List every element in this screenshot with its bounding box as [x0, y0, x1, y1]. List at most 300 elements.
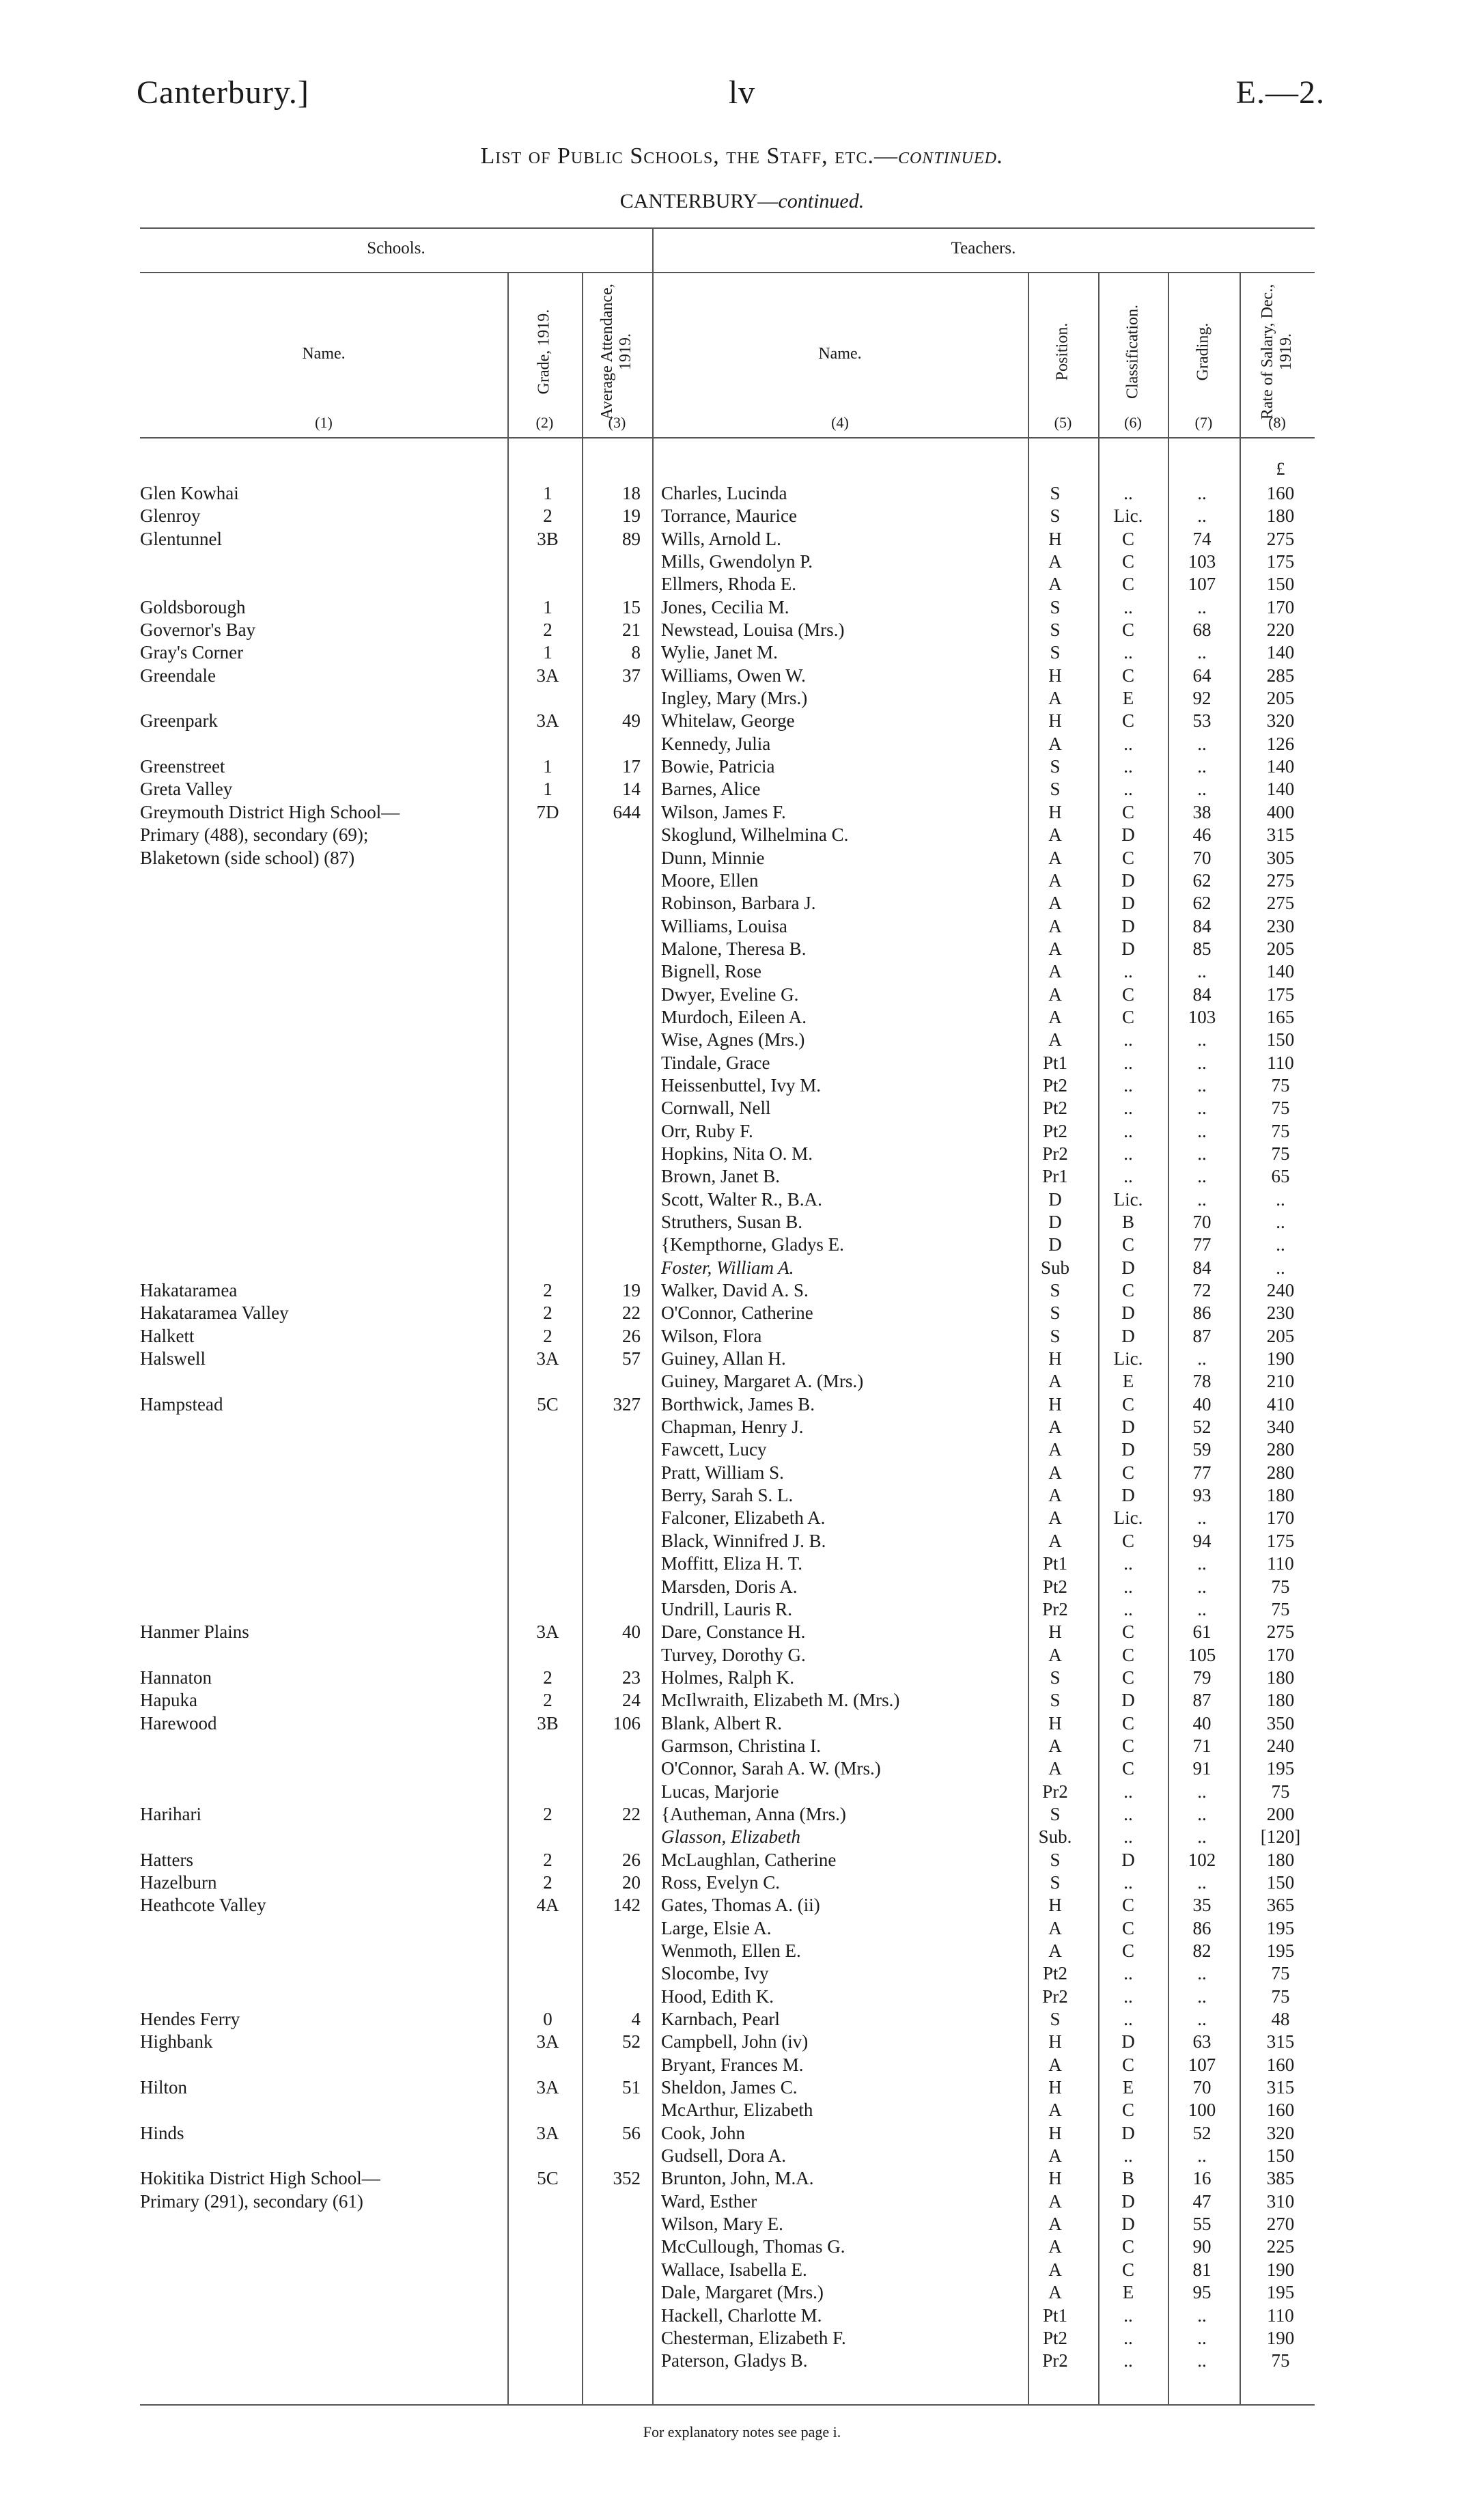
table-row: [0, 1757, 1484, 1780]
table-row: [0, 1348, 1484, 1370]
teacher-position: D: [1048, 1188, 1062, 1210]
teacher-classification: ..: [1123, 1598, 1133, 1619]
salary-rate: 140: [1266, 642, 1295, 663]
teacher-classification: C: [1121, 551, 1134, 572]
teacher-name: Large, Elsie A.: [661, 1917, 772, 1938]
teacher-position: S: [1050, 2009, 1061, 2030]
header-rule-mid: [140, 272, 1315, 273]
school-name: Greymouth District High School—: [140, 801, 400, 822]
teacher-classification: ..: [1123, 596, 1133, 617]
average-attendance: 22: [622, 1803, 641, 1824]
average-attendance: 106: [613, 1712, 641, 1733]
teacher-position: S: [1050, 756, 1061, 777]
teacher-name: Glasson, Elizabeth: [661, 1826, 801, 1848]
teacher-position: A: [1048, 893, 1062, 914]
teacher-name: Jones, Cecilia M.: [661, 596, 789, 617]
teacher-position: Sub.: [1038, 1826, 1072, 1848]
table-row: [0, 528, 1484, 551]
table-row: [0, 960, 1484, 983]
teacher-name: Bryant, Frances M.: [661, 2054, 804, 2075]
teacher-grading: 79: [1192, 1667, 1212, 1688]
teacher-name: Tindale, Grace: [661, 1052, 770, 1073]
teacher-grading: 92: [1192, 688, 1212, 709]
salary-rate: 110: [1267, 1052, 1294, 1073]
school-name: Harihari: [140, 1803, 201, 1824]
teacher-grading: ..: [1197, 1120, 1207, 1141]
teacher-position: Pt2: [1042, 1120, 1068, 1141]
teacher-name: Mills, Gwendolyn P.: [661, 551, 813, 572]
subtitle-suffix: continued.: [778, 190, 865, 212]
school-grade: 5C: [537, 2168, 559, 2189]
average-attendance: 20: [622, 1871, 641, 1893]
average-attendance: 24: [622, 1690, 641, 1711]
average-attendance: 4: [631, 2009, 641, 2030]
teacher-position: A: [1048, 984, 1062, 1005]
school-grade: 2: [543, 1325, 552, 1346]
teacher-grading: 103: [1188, 551, 1216, 572]
salary-rate: 75: [1271, 2350, 1290, 2371]
teacher-position: A: [1048, 2145, 1062, 2167]
salary-rate: 205: [1266, 688, 1295, 709]
teacher-grading: 70: [1192, 847, 1212, 868]
table-row: [0, 1552, 1484, 1575]
teacher-classification: E: [1122, 688, 1134, 709]
teacher-name: Robinson, Barbara J.: [661, 893, 816, 914]
teacher-classification: D: [1121, 893, 1135, 914]
teacher-classification: ..: [1123, 1803, 1133, 1824]
salary-rate: 180: [1266, 1485, 1295, 1506]
currency-symbol: £: [1276, 459, 1285, 479]
teacher-name: Cook, John: [661, 2122, 746, 2143]
table-row: [0, 1234, 1484, 1256]
table-row: [0, 801, 1484, 824]
teacher-name: Walker, David A. S.: [661, 1280, 809, 1301]
teacher-position: A: [1048, 961, 1062, 982]
teacher-name: Bignell, Rose: [661, 961, 761, 982]
teacher-classification: D: [1121, 2122, 1135, 2143]
teacher-classification: ..: [1123, 2327, 1133, 2348]
teacher-classification: ..: [1123, 1166, 1133, 1187]
teacher-name: Moore, Ellen: [661, 869, 759, 891]
teacher-name: Dale, Margaret (Mrs.): [661, 2282, 824, 2303]
teacher-name: Heissenbuttel, Ivy M.: [661, 1074, 821, 1096]
teacher-grading: 82: [1192, 1940, 1212, 1961]
teacher-name: Turvey, Dorothy G.: [661, 1644, 806, 1665]
teacher-grading: 55: [1192, 2214, 1212, 2235]
salary-rate: 190: [1266, 2327, 1295, 2348]
salary-rate: 305: [1266, 847, 1295, 868]
teacher-grading: ..: [1197, 2009, 1207, 2030]
teacher-grading: ..: [1197, 756, 1207, 777]
average-attendance: 37: [622, 665, 641, 686]
teacher-name: Garmson, Christina I.: [661, 1735, 821, 1756]
school-name: Halkett: [140, 1325, 195, 1346]
school-grade: 1: [543, 756, 552, 777]
table-row: [0, 1325, 1484, 1348]
teacher-grading: ..: [1197, 1598, 1207, 1619]
teacher-name: Berry, Sarah S. L.: [661, 1485, 794, 1506]
teacher-classification: C: [1121, 1917, 1134, 1938]
teacher-classification: C: [1121, 665, 1134, 686]
salary-rate: 75: [1271, 1598, 1290, 1619]
teacher-position: A: [1048, 1735, 1062, 1756]
column-heading-grade: Grade, 1919.: [535, 309, 553, 395]
table-row: [0, 1735, 1484, 1757]
salary-rate: 195: [1266, 1917, 1295, 1938]
teacher-grading: ..: [1197, 1553, 1207, 1574]
teacher-classification: ..: [1123, 1871, 1133, 1893]
teacher-classification: ..: [1123, 1826, 1133, 1848]
salary-rate: 310: [1266, 2190, 1295, 2212]
teacher-position: A: [1048, 1917, 1062, 1938]
teacher-grading: 86: [1192, 1303, 1212, 1324]
school-name: Glentunnel: [140, 528, 222, 549]
teacher-position: Pr1: [1042, 1166, 1068, 1187]
teacher-classification: D: [1121, 915, 1135, 936]
teacher-position: S: [1050, 596, 1061, 617]
teacher-grading: ..: [1197, 1348, 1207, 1369]
table-row: [0, 1143, 1484, 1165]
teacher-classification: ..: [1123, 733, 1133, 754]
salary-rate: 275: [1266, 1621, 1295, 1643]
teacher-grading: 78: [1192, 1371, 1212, 1392]
teacher-classification: C: [1121, 1735, 1134, 1756]
average-attendance: 52: [622, 2031, 641, 2052]
teacher-position: S: [1050, 642, 1061, 663]
running-header-left: Canterbury.]: [137, 74, 309, 111]
school-name: Hannaton: [140, 1667, 212, 1688]
teacher-position: A: [1048, 869, 1062, 891]
teacher-classification: ..: [1123, 756, 1133, 777]
teacher-position: A: [1048, 2054, 1062, 2075]
teacher-name: Slocombe, Ivy: [661, 1963, 769, 1984]
teacher-position: Pt2: [1042, 1074, 1068, 1096]
column-number: (3): [608, 414, 626, 431]
teacher-name: Murdoch, Eileen A.: [661, 1006, 807, 1027]
teacher-classification: C: [1121, 1621, 1134, 1643]
teacher-name: Newstead, Louisa (Mrs.): [661, 619, 845, 641]
teacher-grading: 86: [1192, 1917, 1212, 1938]
teacher-classification: C: [1121, 1644, 1134, 1665]
teacher-name: Wylie, Janet M.: [661, 642, 778, 663]
teacher-position: A: [1048, 2214, 1062, 2235]
teacher-grading: 62: [1192, 893, 1212, 914]
teacher-name: McLaughlan, Catherine: [661, 1849, 837, 1870]
teacher-name: Guiney, Margaret A. (Mrs.): [661, 1371, 864, 1392]
school-name: Greta Valley: [140, 779, 233, 800]
school-grade: 2: [543, 1803, 552, 1824]
table-row: [0, 573, 1484, 596]
section-subtitle: [0, 190, 1484, 213]
average-attendance: 21: [622, 619, 641, 641]
school-name: Hinds: [140, 2122, 184, 2143]
teacher-name: {Kempthorne, Gladys E.: [661, 1234, 844, 1255]
school-name: Primary (488), secondary (69);: [140, 824, 369, 846]
table-row: [0, 2327, 1484, 2350]
teacher-name: Skoglund, Wilhelmina C.: [661, 824, 849, 846]
salary-rate: 160: [1266, 2054, 1295, 2075]
teacher-name: Guiney, Allan H.: [661, 1348, 786, 1369]
table-row: [0, 1029, 1484, 1051]
column-number: (1): [315, 414, 333, 431]
teacher-name: Foster, William A.: [661, 1257, 794, 1278]
table-row: [0, 2350, 1484, 2372]
salary-rate: 170: [1266, 1507, 1295, 1529]
school-name: Hilton: [140, 2077, 188, 2098]
teacher-name: Wills, Arnold L.: [661, 528, 781, 549]
teacher-grading: 105: [1188, 1644, 1216, 1665]
teacher-classification: C: [1121, 1393, 1134, 1415]
school-name: Greendale: [140, 665, 216, 686]
teacher-classification: C: [1121, 1758, 1134, 1779]
salary-rate: 230: [1266, 915, 1295, 936]
teacher-classification: C: [1121, 984, 1134, 1005]
teacher-grading: 62: [1192, 869, 1212, 891]
teacher-classification: ..: [1123, 642, 1133, 663]
teacher-grading: 52: [1192, 2122, 1212, 2143]
teacher-name: Malone, Theresa B.: [661, 938, 807, 959]
table-row: [0, 665, 1484, 687]
teacher-grading: 47: [1192, 2190, 1212, 2212]
teacher-grading: ..: [1197, 1074, 1207, 1096]
table-row: [0, 2281, 1484, 2304]
teacher-classification: Lic.: [1113, 1188, 1143, 1210]
table-row: [0, 505, 1484, 527]
teacher-classification: D: [1121, 1417, 1135, 1438]
school-grade: 1: [543, 642, 552, 663]
teacher-position: S: [1050, 1667, 1061, 1688]
school-name: Hokitika District High School—: [140, 2168, 380, 2189]
teacher-grading: 70: [1192, 2077, 1212, 2098]
table-row: [0, 1986, 1484, 2008]
teacher-position: H: [1048, 1895, 1062, 1916]
teacher-name: McArthur, Elizabeth: [661, 2100, 813, 2121]
teacher-classification: D: [1121, 1439, 1135, 1460]
salary-rate: 175: [1266, 984, 1295, 1005]
teacher-position: A: [1048, 2190, 1062, 2212]
column-heading-salary: Rate of Salary, Dec., 1919.: [1259, 283, 1295, 420]
teacher-classification: C: [1121, 1530, 1134, 1551]
teacher-name: Williams, Louisa: [661, 915, 787, 936]
school-grade: 2: [543, 1849, 552, 1870]
teacher-name: Orr, Ruby F.: [661, 1120, 753, 1141]
salary-rate: 205: [1266, 1325, 1295, 1346]
table-row: [0, 1484, 1484, 1507]
teacher-classification: C: [1121, 574, 1134, 595]
school-grade: 2: [543, 1280, 552, 1301]
teacher-name: Wenmoth, Ellen E.: [661, 1940, 801, 1961]
column-heading-position: Position.: [1053, 322, 1072, 381]
teacher-classification: Lic.: [1113, 1348, 1143, 1369]
teacher-classification: ..: [1123, 1120, 1133, 1141]
teacher-name: Chapman, Henry J.: [661, 1417, 804, 1438]
teacher-name: Torrance, Maurice: [661, 505, 797, 527]
teacher-grading: 84: [1192, 915, 1212, 936]
salary-rate: 270: [1266, 2214, 1295, 2235]
teacher-grading: 77: [1192, 1462, 1212, 1483]
table-row: [0, 1006, 1484, 1029]
school-name: Hampstead: [140, 1393, 223, 1415]
average-attendance: 40: [622, 1621, 641, 1643]
teacher-position: Pr2: [1042, 1143, 1068, 1164]
salary-rate: 205: [1266, 938, 1295, 959]
teacher-position: A: [1048, 1417, 1062, 1438]
teacher-name: Ellmers, Rhoda E.: [661, 574, 796, 595]
table-row: [0, 2190, 1484, 2213]
salary-rate: 170: [1266, 596, 1295, 617]
teacher-classification: E: [1122, 1371, 1134, 1392]
school-name: Greenpark: [140, 710, 218, 732]
teacher-position: A: [1048, 1006, 1062, 1027]
teacher-position: A: [1048, 915, 1062, 936]
salary-rate: 230: [1266, 1303, 1295, 1324]
average-attendance: 22: [622, 1303, 641, 1324]
salary-rate: 200: [1266, 1803, 1295, 1824]
teacher-classification: D: [1121, 1257, 1135, 1278]
teacher-position: Pr2: [1042, 1598, 1068, 1619]
table-row: [0, 984, 1484, 1006]
teacher-classification: C: [1121, 1667, 1134, 1688]
teacher-classification: ..: [1123, 961, 1133, 982]
teacher-classification: D: [1121, 938, 1135, 959]
school-name: Goldsborough: [140, 596, 246, 617]
column-number: (6): [1124, 414, 1142, 431]
table-row: [0, 2122, 1484, 2145]
teacher-position: A: [1048, 1940, 1062, 1961]
average-attendance: 26: [622, 1849, 641, 1870]
salary-rate: [120]: [1260, 1826, 1301, 1848]
teacher-grading: 38: [1192, 801, 1212, 822]
teacher-name: Dare, Constance H.: [661, 1621, 806, 1643]
table-row: [0, 1188, 1484, 1211]
table-row: [0, 1052, 1484, 1074]
column-number: (7): [1194, 414, 1213, 431]
salary-rate: 75: [1271, 1098, 1290, 1119]
teacher-name: Wilson, Flora: [661, 1325, 762, 1346]
teacher-position: Pr2: [1042, 1986, 1068, 2007]
teacher-grading: 93: [1192, 1485, 1212, 1506]
table-row: [0, 938, 1484, 960]
teacher-grading: 95: [1192, 2282, 1212, 2303]
salary-rate: 150: [1266, 574, 1295, 595]
salary-rate: 65: [1271, 1166, 1290, 1187]
teacher-position: S: [1050, 1849, 1061, 1870]
teacher-position: H: [1048, 2031, 1062, 2052]
teacher-classification: B: [1121, 1212, 1134, 1232]
teacher-name: {Autheman, Anna (Mrs.): [661, 1803, 846, 1824]
school-grade: 2: [543, 1871, 552, 1893]
school-name: Heathcote Valley: [140, 1895, 266, 1916]
salary-rate: 315: [1266, 824, 1295, 846]
table-row: [0, 1621, 1484, 1643]
teacher-position: A: [1048, 688, 1062, 709]
salary-rate: 126: [1266, 733, 1295, 754]
teacher-grading: 107: [1188, 574, 1216, 595]
teacher-name: Dunn, Minnie: [661, 847, 765, 868]
teacher-position: S: [1050, 1690, 1061, 1711]
salary-rate: 175: [1266, 1530, 1295, 1551]
teacher-position: Pt2: [1042, 1098, 1068, 1119]
school-grade: 2: [543, 619, 552, 641]
table-row: [0, 1940, 1484, 1962]
average-attendance: 14: [622, 779, 641, 800]
teacher-classification: D: [1121, 824, 1135, 846]
teacher-position: A: [1048, 1485, 1062, 1506]
title-main: List of Public Schools, the Staff, etc.—: [480, 143, 898, 169]
teacher-position: A: [1048, 2100, 1062, 2121]
teacher-classification: ..: [1123, 1553, 1133, 1574]
table-row: [0, 2099, 1484, 2121]
teacher-grading: ..: [1197, 1803, 1207, 1824]
table-row: [0, 1712, 1484, 1735]
teacher-name: Black, Winnifred J. B.: [661, 1530, 826, 1551]
table-row: [0, 1370, 1484, 1393]
salary-rate: 195: [1266, 2282, 1295, 2303]
teacher-grading: ..: [1197, 733, 1207, 754]
table-row: [0, 1849, 1484, 1871]
teacher-name: Holmes, Ralph K.: [661, 1667, 794, 1688]
teacher-position: S: [1050, 505, 1061, 527]
salary-rate: 195: [1266, 1758, 1295, 1779]
teacher-grading: 90: [1192, 2236, 1212, 2257]
table-row: [0, 2259, 1484, 2281]
teacher-classification: C: [1121, 619, 1134, 641]
teacher-name: Bowie, Patricia: [661, 756, 775, 777]
salary-rate: 315: [1266, 2077, 1295, 2098]
teacher-grading: 103: [1188, 1006, 1216, 1027]
teacher-classification: D: [1121, 2031, 1135, 2052]
teacher-position: A: [1048, 733, 1062, 754]
teacher-name: Cornwall, Nell: [661, 1098, 771, 1119]
teacher-classification: ..: [1123, 1098, 1133, 1119]
salary-rate: 175: [1266, 551, 1295, 572]
salary-rate: 75: [1271, 1143, 1290, 1164]
salary-rate: 190: [1266, 2259, 1295, 2280]
salary-rate: 280: [1266, 1462, 1295, 1483]
teacher-name: Borthwick, James B.: [661, 1393, 815, 1415]
teacher-position: Pt2: [1042, 1576, 1068, 1597]
school-grade: 3A: [536, 1621, 559, 1643]
school-grade: 2: [543, 1667, 552, 1688]
teacher-position: D: [1048, 1212, 1062, 1232]
table-row: [0, 1598, 1484, 1621]
teacher-position: H: [1048, 710, 1062, 732]
average-attendance: 18: [622, 483, 641, 503]
school-name: Hanmer Plains: [140, 1621, 249, 1643]
teacher-name: Chesterman, Elizabeth F.: [661, 2327, 846, 2348]
salary-rate: 180: [1266, 505, 1295, 527]
teacher-position: S: [1050, 619, 1061, 641]
teacher-classification: D: [1121, 1325, 1135, 1346]
teacher-position: A: [1048, 551, 1062, 572]
table-row: [0, 1781, 1484, 1803]
salary-rate: 210: [1266, 1371, 1295, 1392]
teacher-name: Kennedy, Julia: [661, 733, 771, 754]
school-grade: 3B: [537, 1712, 559, 1733]
salary-rate: 140: [1266, 961, 1295, 982]
header-rule-bottom: [140, 437, 1315, 438]
table-row: [0, 1393, 1484, 1416]
teacher-name: Hood, Edith K.: [661, 1986, 774, 2007]
table-row: [0, 1644, 1484, 1667]
teacher-name: Pratt, William S.: [661, 1462, 784, 1483]
teacher-classification: C: [1121, 1940, 1134, 1961]
teacher-grading: 91: [1192, 1758, 1212, 1779]
teacher-classification: ..: [1123, 1963, 1133, 1984]
salary-rate: ..: [1276, 1234, 1285, 1255]
table-row: [0, 1917, 1484, 1940]
teacher-classification: D: [1121, 1690, 1135, 1711]
